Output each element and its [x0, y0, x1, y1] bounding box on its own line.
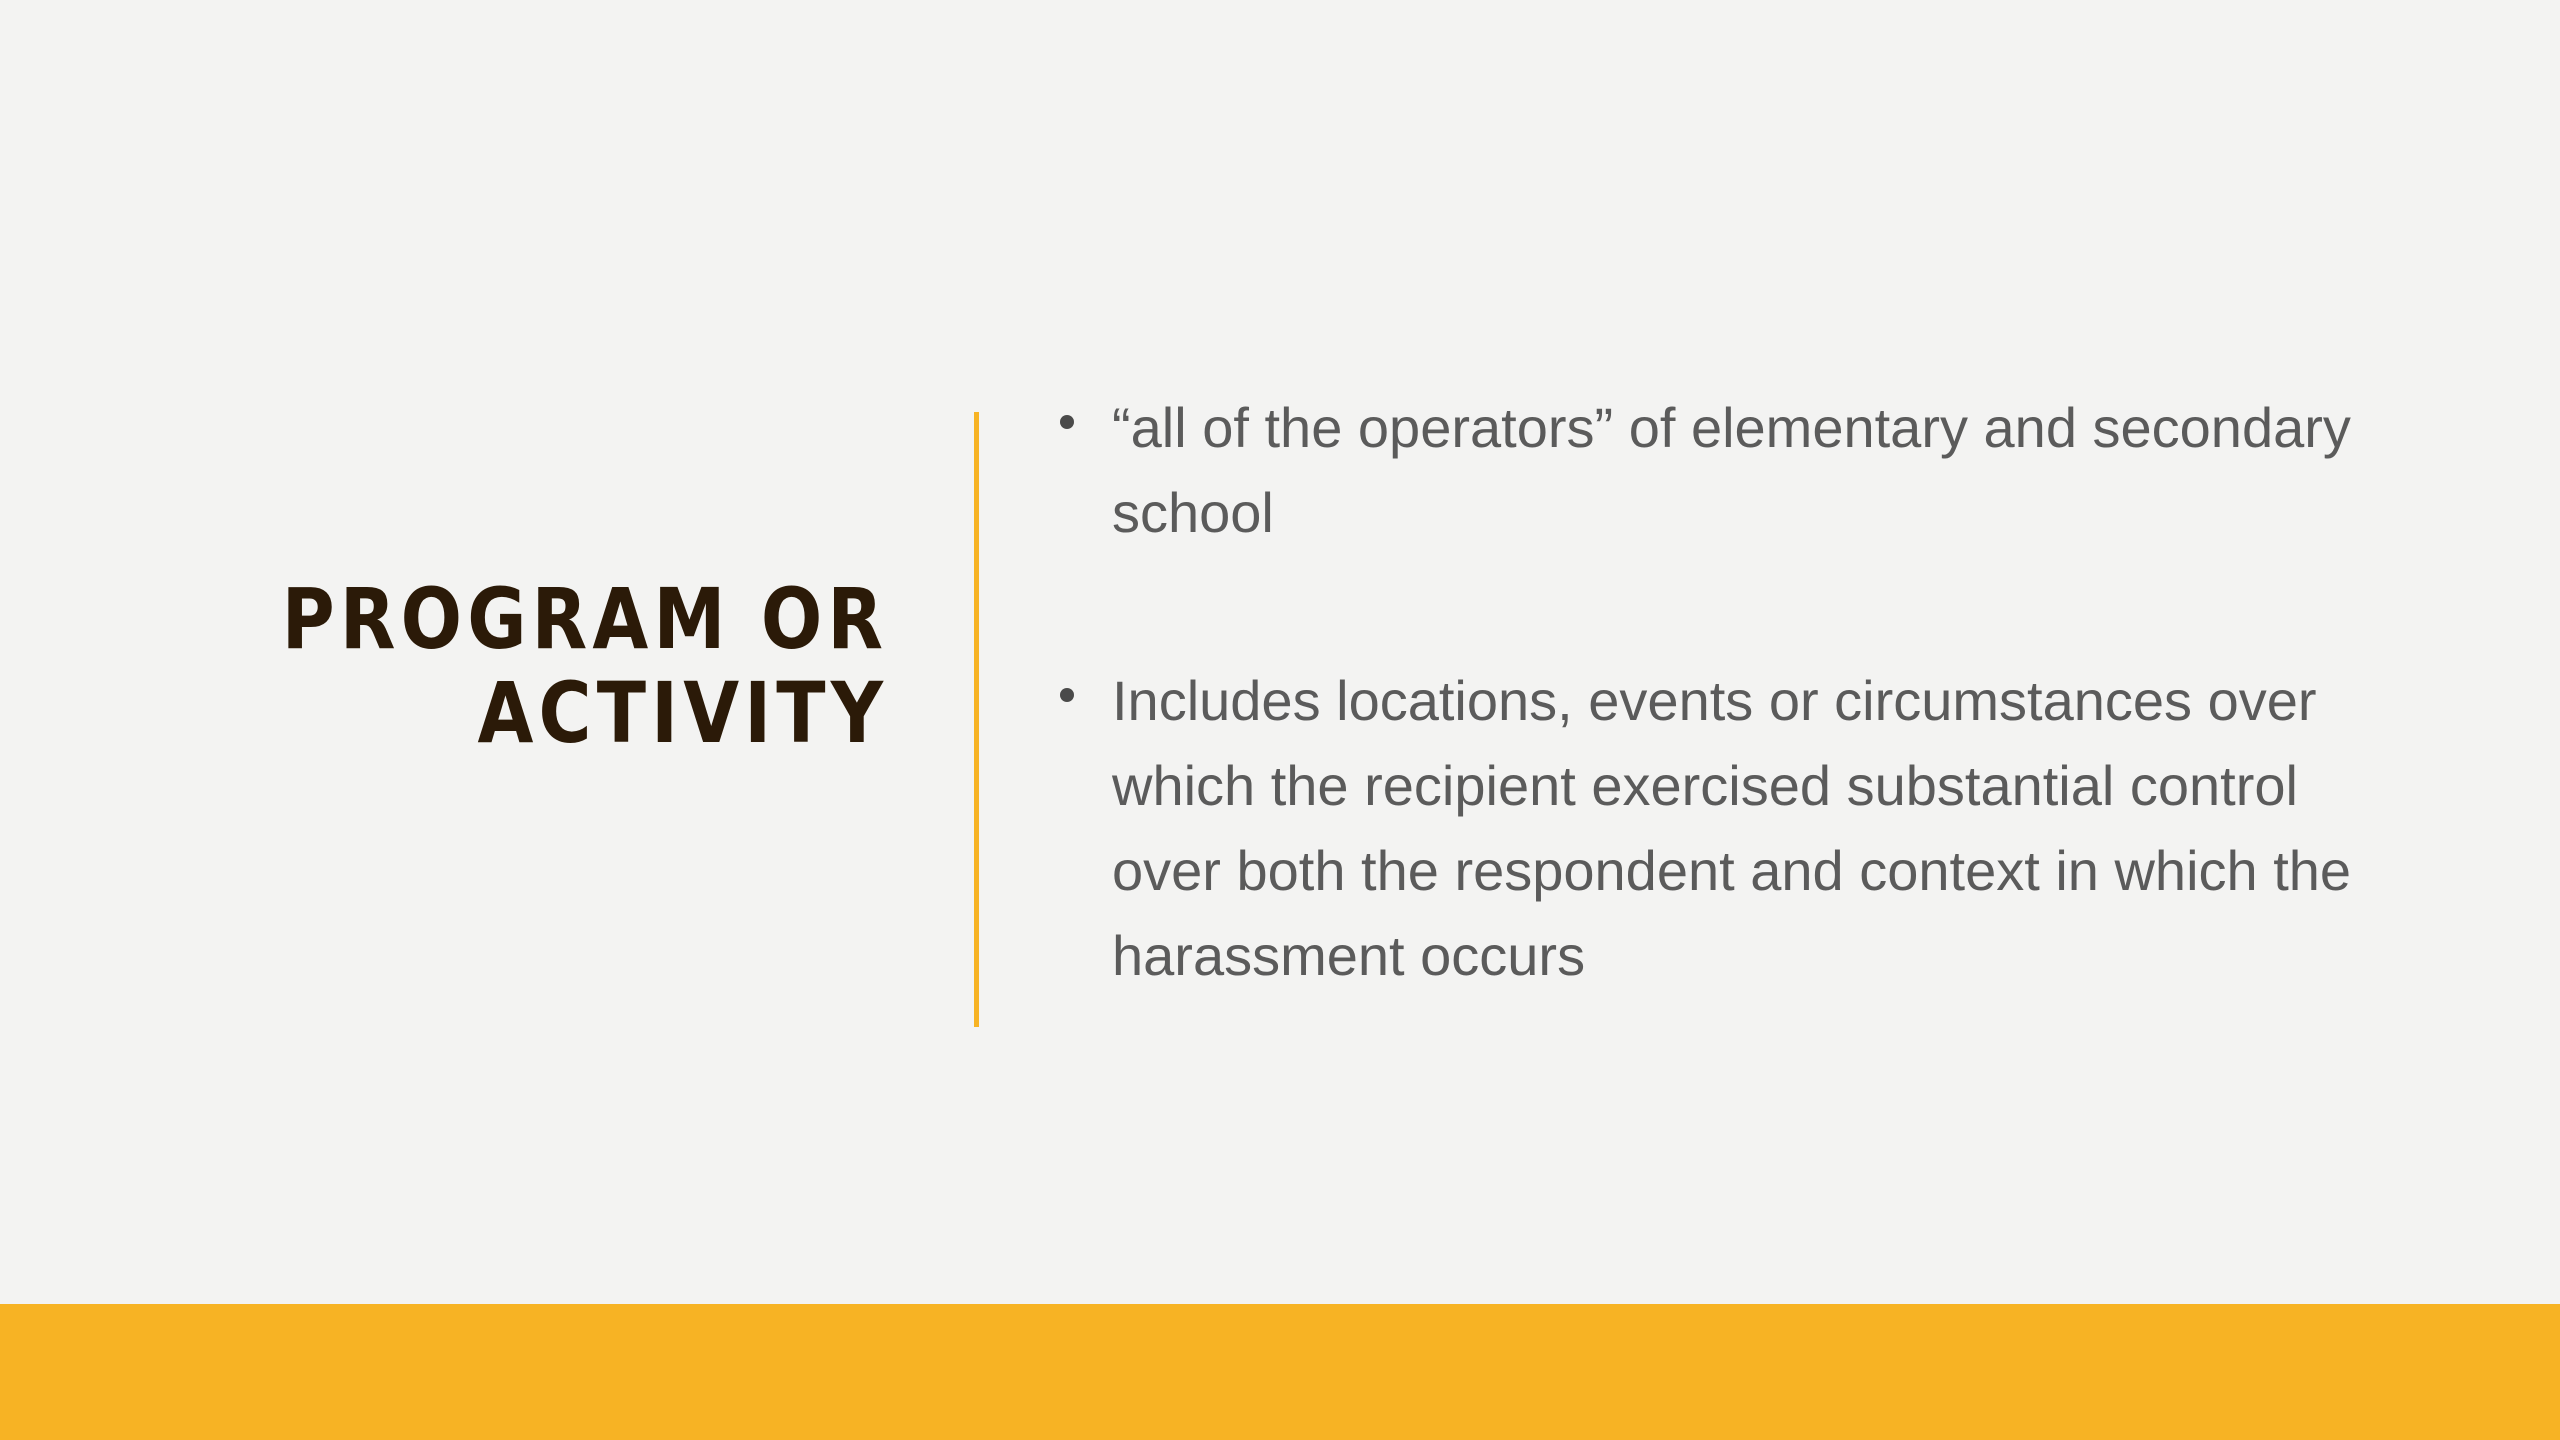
- slide-title-line-1: PROGRAM OR: [281, 570, 888, 668]
- bullet-item: [1060, 658, 2400, 998]
- slide-title: [282, 572, 888, 760]
- bullet-item: [1060, 385, 2400, 555]
- bullet-icon: [1060, 415, 1074, 429]
- bullet-icon: [1060, 688, 1074, 702]
- bullet-text: “all of the operators” of elementary and secondary school: [1112, 396, 2351, 544]
- slide-title-line-2: ACTIVITY: [477, 664, 888, 762]
- bullet-list: [1060, 385, 2400, 998]
- bullet-text: Includes locations, events or circumstances over which the recipient exercised substantial control over both the respondent and context in which the harassment occurs: [1112, 669, 2352, 987]
- vertical-divider: [974, 412, 979, 1027]
- footer-accent-bar: [0, 1304, 2560, 1440]
